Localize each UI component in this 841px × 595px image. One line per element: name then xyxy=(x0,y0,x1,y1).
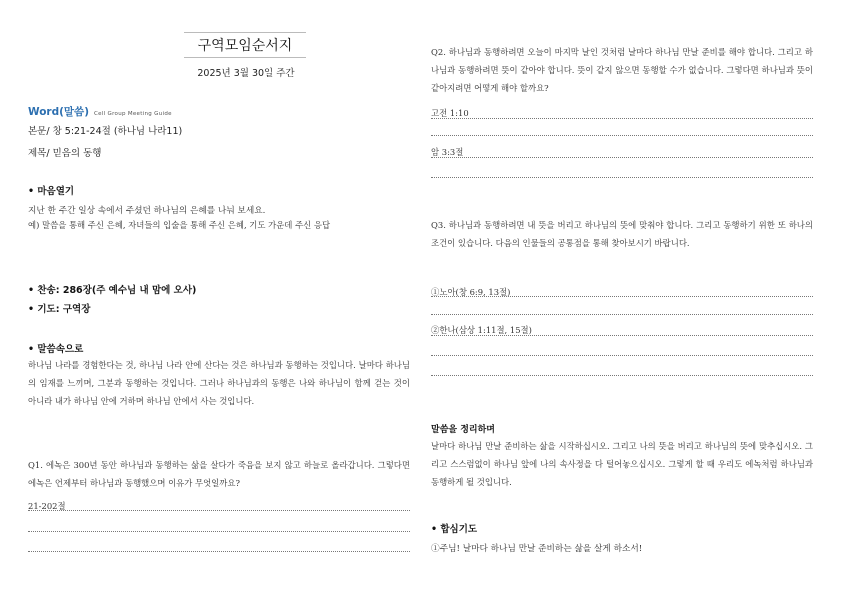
word-heading-label: Word(말씀) xyxy=(28,106,89,118)
passage: 본문/ 창 5:21-24절 (하나님 나라11) xyxy=(28,126,183,137)
into-word-text: 하나님 나라를 경험한다는 것, 하나님 나라 안에 산다는 것은 하나님과 동행하는 것입니다. 날마다 하나님의 임재를 느끼며, 그분과 동행하는 것입니다. 그러나 하나님과의 동행은 나와 하나님이 함께 걷는 것이 아니라 내가 하나님 안에 거하며 하나님 안에서 사는 것입니다. xyxy=(28,360,410,407)
q1-ref: 21-202절 xyxy=(28,501,66,511)
q1-answer-line-1[interactable] xyxy=(28,510,410,511)
word-subheading: Cell Group Meeting Guide xyxy=(94,111,172,117)
summary-heading: 말씀을 정리하며 xyxy=(431,425,495,435)
q1-answer-line-2[interactable] xyxy=(28,531,410,532)
q2-answer-line-4[interactable] xyxy=(431,177,813,178)
q2-text: Q2. 하나님과 동행하려면 오늘이 마지막 날인 것처럼 날마다 하나님 만날 준비를 해야 합니다. 그리고 하나님과 동행하려면 뜻이 같아야 합니다. 뜻이 같지 않으면 동행할 수가 없습니다. 그렇다면 하나님과 뜻이 같아지려면 어떻게 해야 할까요? xyxy=(431,47,813,94)
opening-line1: 지난 한 주간 일상 속에서 주셨던 하나님의 은혜를 나눠 보세요. xyxy=(28,206,266,216)
q2-answer-line-1[interactable] xyxy=(431,118,813,119)
q1-text: Q1. 에녹은 300년 동안 하나님과 동행하는 삶을 살다가 죽음을 보지 않고 하늘로 올라갑니다. 그렇다면 에녹은 언제부터 하나님과 동행했으며 이유가 무엇일까요? xyxy=(28,460,410,489)
q3-ref1: ①노아(창 6:9, 13절) xyxy=(431,287,511,297)
prayer-leader: • 기도: 구역장 xyxy=(28,304,91,315)
hymn: • 찬송: 286장(주 예수님 내 맘에 오사) xyxy=(28,285,197,296)
opening-heading: • 마음열기 xyxy=(28,186,75,197)
q3-answer-line-5[interactable] xyxy=(431,375,813,376)
q3-ref2: ②한나(삼상 1:11절, 15절) xyxy=(431,325,532,335)
into-word-heading: • 말씀속으로 xyxy=(28,344,84,355)
summary-text: 날마다 하나님 만날 준비하는 삶을 시작하십시오. 그리고 나의 뜻을 버리고 하나님의 뜻에 맞추십시오. 그리고 스스럼없이 하나님 앞에 나의 속사정을 다 털어놓으십시오. 그렇게 할 때 우리도 에녹처럼 하나님과 동행하게 될 것입니다. xyxy=(431,441,813,488)
word-heading xyxy=(28,104,172,119)
closing-heading: • 합심기도 xyxy=(431,524,478,535)
q2-ref1: 고전 1:10 xyxy=(431,108,469,118)
page-title: 구역모임순서지 xyxy=(184,32,306,58)
q3-answer-line-3[interactable] xyxy=(431,335,813,336)
q3-answer-line-1[interactable] xyxy=(431,296,813,297)
opening-line2: 예) 말씀을 통해 주신 은혜, 자녀들의 입술을 통해 주신 은혜, 기도 가운데 주신 응답 xyxy=(28,220,331,230)
closing-prayer-1: ①주님! 날마다 하나님 만날 준비하는 삶을 살게 하소서! xyxy=(431,544,643,554)
q2-ref2: 암 3:3절 xyxy=(431,147,464,157)
q3-answer-line-2[interactable] xyxy=(431,314,813,315)
subject: 제목/ 믿음의 동행 xyxy=(28,148,102,159)
q1-answer-line-3[interactable] xyxy=(28,551,410,552)
q3-answer-line-4[interactable] xyxy=(431,355,813,356)
q2-answer-line-3[interactable] xyxy=(431,157,813,158)
date-line: 2025년 3월 30일 주간 xyxy=(197,68,295,79)
q3-text: Q3. 하나님과 동행하려면 내 뜻을 버리고 하나님의 뜻에 맞춰야 합니다. 그리고 동행하기 위한 또 하나의 조건이 있습니다. 다음의 인물들의 공통점을 통해 찾아보시기 바랍니다. xyxy=(431,220,813,249)
q2-answer-line-2[interactable] xyxy=(431,135,813,136)
